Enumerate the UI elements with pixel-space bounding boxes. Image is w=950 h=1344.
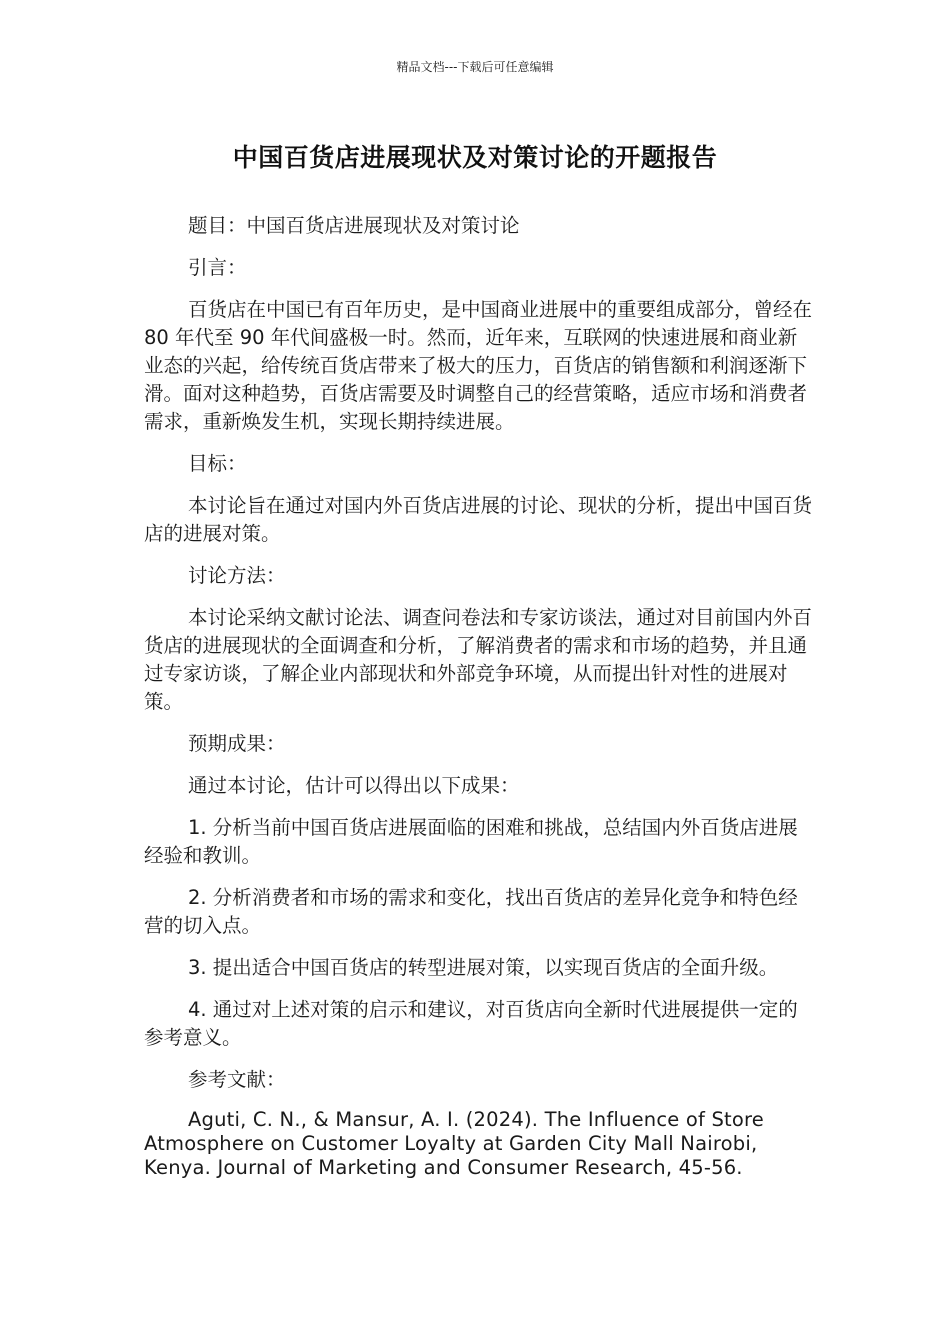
result-item-3: 3. 提出适合中国百货店的转型进展对策，以实现百货店的全面升级。 [188,956,779,979]
intro-heading: 引言： [188,256,247,279]
document-title: 中国百货店进展现状及对策讨论的开题报告 [232,143,718,172]
header-note: 精品文档---下载后可任意编辑 [396,60,554,74]
result-item-2: 2. 分析消费者和市场的需求和变化，找出百货店的差异化竞争和特色经营的切入点。 [144,886,798,937]
references-heading: 参考文献： [188,1068,286,1091]
goal-paragraph: 本讨论旨在通过对国内外百货店进展的讨论、现状的分析，提出中国百货店的进展对策。 [144,494,813,545]
goal-heading: 目标： [188,452,247,475]
result-item-1: 1. 分析当前中国百货店进展面临的困难和挑战，总结国内外百货店进展经验和教训。 [144,816,798,867]
result-item-4: 4. 通过对上述对策的启示和建议，对百货店向全新时代进展提供一定的参考意义。 [144,998,798,1049]
topic-line: 题目：中国百货店进展现状及对策讨论 [188,214,520,237]
method-paragraph: 本讨论采纳文献讨论法、调查问卷法和专家访谈法，通过对目前国内外百货店的进展现状的全面调查和分析，了解消费者的需求和市场的趋势，并且通过专家访谈，了解企业内部现状和外部竞争环境，从而提出针对性的进展对策。 [144,606,813,713]
reference-item-1: Aguti, C. N., & Mansur, A. I. (2024). The Influence of Store Atmosphere on Customer Loyalty at Garden City Mall Nairobi, Kenya. Journal of Marketing and Consumer Research, 45-56. [144,1108,765,1179]
method-heading: 讨论方法： [188,564,286,587]
results-heading: 预期成果： [188,732,286,755]
document-body [144,212,812,1194]
results-intro: 通过本讨论，估计可以得出以下成果： [188,774,520,797]
intro-paragraph: 百货店在中国已有百年历史，是中国商业进展中的重要组成部分，曾经在 80 年代至 90 年代间盛极一时。然而，近年来，互联网的快速进展和商业新业态的兴起，给传统百货店带来了极大的压力，百货店的销售额和利润逐渐下滑。面对这种趋势，百货店需要及时调整自己的经营策略，适应市场和消费者需求，重新焕发生机，实现长期持续进展。 [144,298,813,433]
